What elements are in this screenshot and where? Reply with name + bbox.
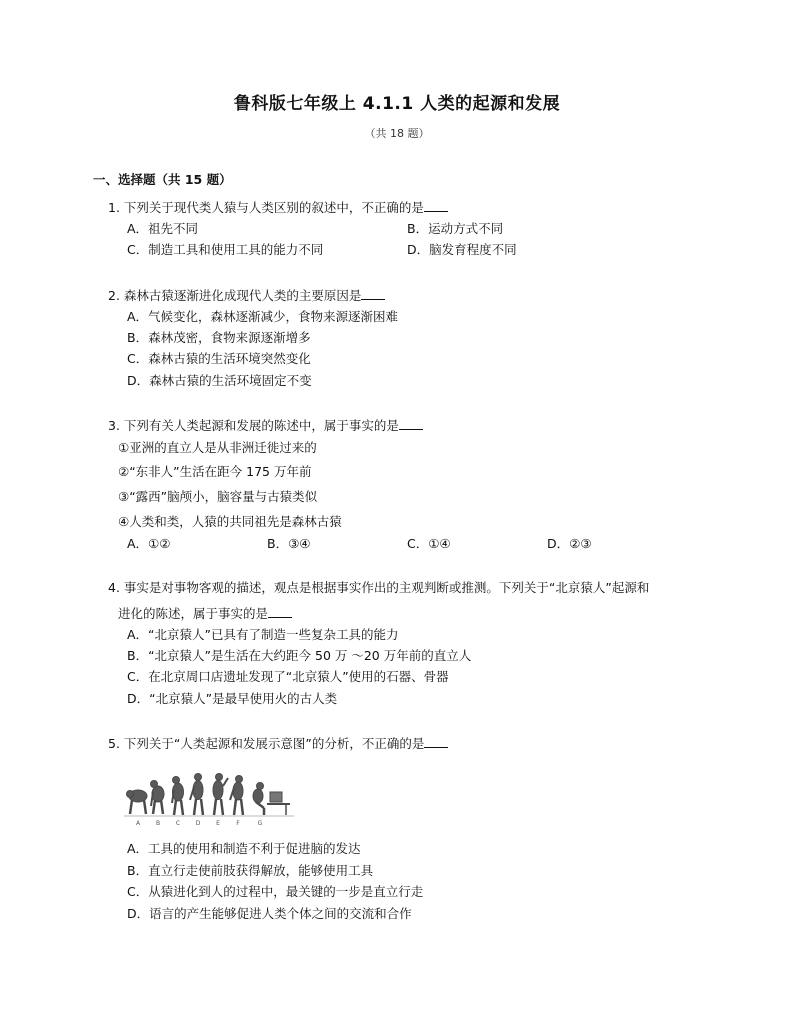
section-heading: 一、选择题（共 15 题）	[93, 172, 232, 187]
evolution-stage-a	[127, 790, 148, 814]
question-3-option-b: B．③④	[267, 536, 311, 551]
question-1-option-b: B．运动方式不同	[407, 221, 504, 236]
question-5-option-b: B．直立行走使前肢获得解放，能够使用工具	[127, 863, 374, 878]
human-evolution-figure	[124, 770, 294, 828]
question-3-statement-2: ②“东非人”生活在距今 175 万年前	[118, 464, 312, 479]
page-title: 鲁科版七年级上 4.1.1 人类的起源和发展	[233, 94, 561, 114]
evolution-stage-b	[151, 781, 165, 815]
question-2-option-c: C．森林古猿的生活环境突然变化	[127, 351, 311, 366]
answer-blank	[268, 605, 292, 618]
page-subtitle: （共 18 题）	[364, 127, 430, 140]
evolution-stage-d	[190, 774, 203, 816]
question-5-stem: 5. 下列关于“人类起源和发展示意图”的分析，不正确的是	[108, 735, 448, 752]
question-3-option-c: C．①④	[407, 536, 451, 551]
answer-blank	[361, 287, 385, 300]
question-3-option-d: D．②③	[547, 536, 592, 551]
figure-label-a: A	[135, 820, 141, 827]
question-1-stem: 1. 下列关于现代类人猿与人类区别的叙述中，不正确的是	[108, 199, 448, 216]
evolution-stage-e	[213, 774, 228, 816]
question-4-stem: 4. 事实是对事物客观的描述，观点是根据事实作出的主观判断或推测。下列关于“北京猿人”起源和	[108, 580, 650, 595]
answer-blank	[424, 735, 448, 748]
question-2-option-a: A．气候变化，森林逐渐减少，食物来源逐渐困难	[127, 309, 399, 324]
figure-label-e: E	[216, 820, 220, 827]
question-3-statement-1: ①亚洲的直立人是从非洲迁徙过来的	[118, 440, 317, 455]
question-3-stem: 3. 下列有关人类起源和发展的陈述中，属于事实的是	[108, 417, 423, 434]
question-3-option-a: A．①②	[127, 536, 171, 551]
question-2-option-b: B．森林茂密，食物来源逐渐增多	[127, 330, 311, 345]
answer-blank	[399, 417, 423, 430]
question-3-statement-4: ④人类和类，人猿的共同祖先是森林古猿	[118, 514, 342, 529]
question-4-option-c: C．在北京周口店遗址发现了“北京猿人”使用的石器、骨器	[127, 669, 449, 684]
question-4-stem-continued: 进化的陈述，属于事实的是	[118, 605, 292, 622]
question-1-option-a: A．祖先不同	[127, 221, 199, 236]
answer-blank	[424, 199, 448, 212]
question-1-option-d: D．脑发育程度不同	[407, 242, 517, 257]
figure-label-d: D	[195, 820, 201, 827]
question-5-option-d: D．语言的产生能够促进人类个体之间的交流和合作	[127, 906, 412, 921]
question-5-option-c: C．从猿进化到人的过程中，最关键的一步是直立行走	[127, 884, 424, 899]
question-3-statement-3: ③“露西”脑颅小，脑容量与古猿类似	[118, 489, 318, 504]
question-4-option-d: D．“北京猿人”是最早使用火的古人类	[127, 691, 338, 706]
evolution-stage-c	[172, 777, 184, 816]
question-2-stem: 2. 森林古猿逐渐进化成现代人类的主要原因是	[108, 287, 385, 304]
question-4-option-b: B．“北京猿人”是生活在大约距今 50 万 ～20 万年前的直立人	[127, 648, 472, 663]
question-5-option-a: A．工具的使用和制造不利于促进脑的发达	[127, 841, 361, 856]
question-1-option-c: C．制造工具和使用工具的能力不同	[127, 242, 324, 257]
figure-label-b: B	[155, 820, 161, 827]
figure-label-g: G	[257, 820, 263, 827]
figure-label-c: C	[175, 820, 181, 827]
question-2-option-d: D．森林古猿的生活环境固定不变	[127, 373, 312, 388]
figure-label-f: F	[236, 820, 240, 827]
evolution-stage-g	[253, 783, 290, 816]
question-4-option-a: A．“北京猿人”已具有了制造一些复杂工具的能力	[127, 627, 399, 642]
evolution-stage-f	[230, 776, 243, 816]
